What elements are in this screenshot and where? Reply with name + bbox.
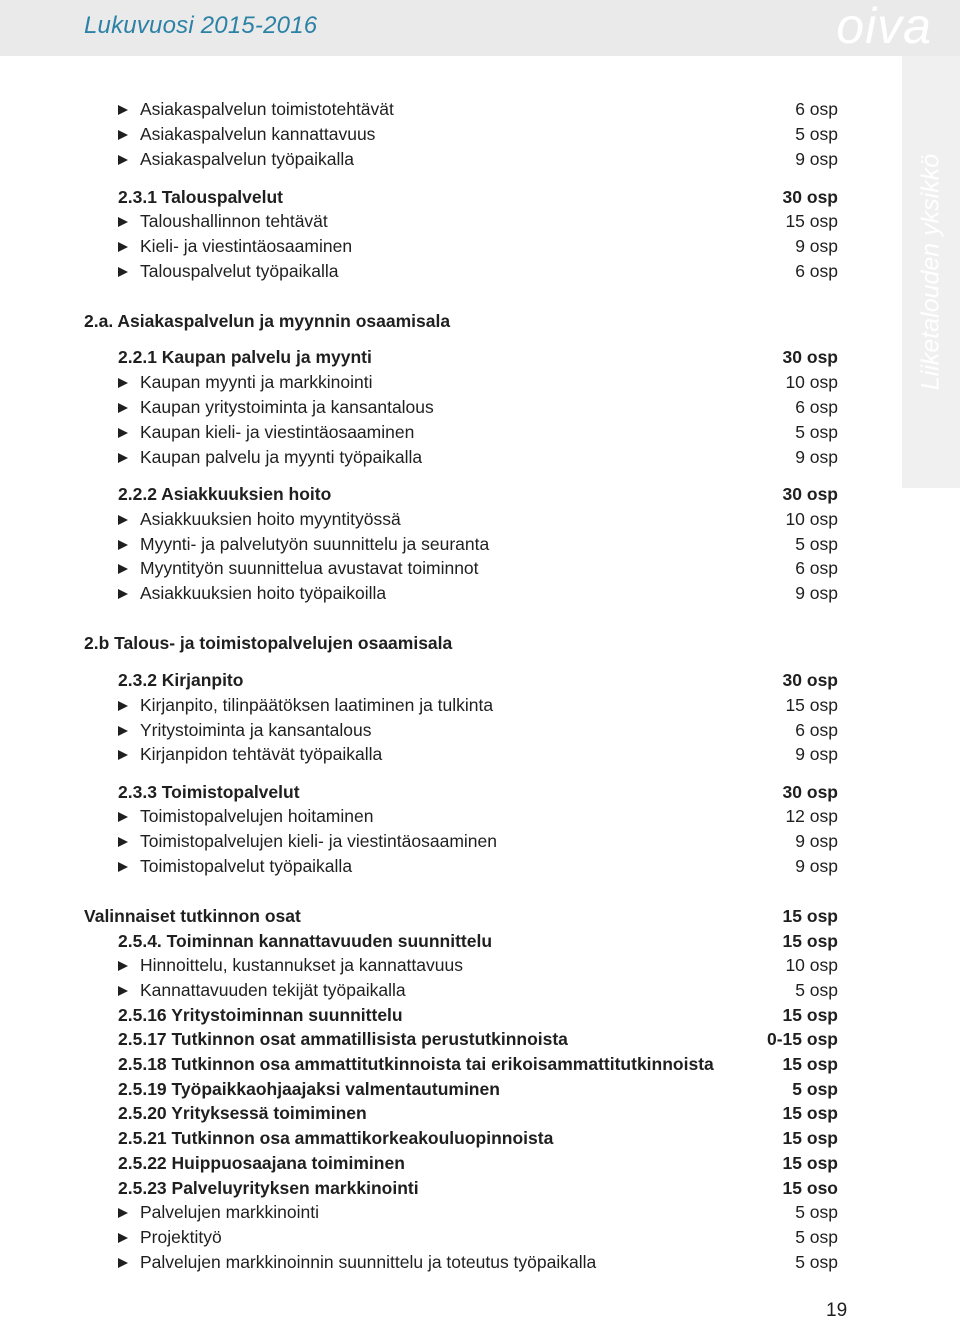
credits-value: 10 osp (785, 509, 838, 529)
course-item (118, 1250, 838, 1274)
bullet-arrow-icon (118, 1233, 128, 1243)
course-item (118, 97, 838, 121)
course-label-text: Taloushallinnon tehtävät (140, 211, 328, 231)
credits-value: 15 osp (782, 1128, 838, 1148)
bullet-arrow-icon (118, 701, 128, 711)
course-label-text: 2.5.23 Palveluyrityksen markkinointi (118, 1178, 419, 1198)
credits-value: 5 osp (795, 534, 838, 554)
course-item (118, 556, 838, 580)
course-label (118, 1151, 405, 1175)
course-label-text: Hinnoittelu, kustannukset ja kannattavuus (140, 955, 463, 975)
course-label-text: Kannattavuuden tekijät työpaikalla (140, 980, 406, 1000)
course-label-text: Asiakkuuksien hoito myyntityössä (140, 509, 401, 529)
course-label (118, 234, 352, 258)
credits-value: 30 osp (782, 782, 838, 802)
credits-value: 30 osp (782, 347, 838, 367)
course-heading (118, 1077, 838, 1101)
bullet-arrow-icon (118, 961, 128, 971)
course-heading (118, 185, 838, 209)
course-label-text: 2.5.17 Tutkinnon osat ammatillisista perustutkinnoista (118, 1029, 568, 1049)
bullet-arrow-icon (118, 726, 128, 736)
credits-value: 15 osp (782, 1005, 838, 1025)
course-label (118, 507, 401, 531)
course-label (118, 581, 386, 605)
course-label (118, 693, 493, 717)
course-label (118, 209, 328, 233)
course-heading (118, 1151, 838, 1175)
bullet-arrow-icon (118, 242, 128, 252)
credits-value: 10 osp (785, 372, 838, 392)
course-label-text: Kaupan yritystoiminta ja kansantalous (140, 397, 434, 417)
course-heading (118, 482, 838, 506)
bullet-arrow-icon (118, 378, 128, 388)
course-item (118, 370, 838, 394)
course-label-text: 2.5.19 Työpaikkaohjaajaksi valmentautuminen (118, 1079, 500, 1099)
credits-value: 15 osp (782, 1153, 838, 1173)
course-heading (118, 780, 838, 804)
course-label (118, 804, 373, 828)
course-label-text: 2.5.18 Tutkinnon osa ammattitutkinnoista tai erikoisammattitutkinnoista (118, 1054, 714, 1074)
course-heading (118, 345, 838, 369)
credits-value: 9 osp (795, 856, 838, 876)
course-item (118, 978, 838, 1002)
credits-value: 30 osp (782, 187, 838, 207)
course-heading (118, 929, 838, 953)
bullet-arrow-icon (118, 403, 128, 413)
school-year: Lukuvuosi 2015-2016 (84, 12, 318, 39)
course-label-text: Myynti- ja palvelutyön suunnittelu ja seuranta (140, 534, 490, 554)
bullet-arrow-icon (118, 564, 128, 574)
section-heading (84, 309, 838, 333)
section-tab-label: Liiketalouden yksikkö (916, 153, 945, 391)
course-label (118, 1225, 222, 1249)
course-label (84, 631, 452, 655)
course-label (118, 929, 492, 953)
course-item (118, 804, 838, 828)
credits-value: 5 osp (792, 1079, 838, 1099)
course-label-text: 2.5.20 Yrityksessä toimiminen (118, 1103, 367, 1123)
credits-value: 15 osp (782, 931, 838, 951)
bullet-arrow-icon (118, 540, 128, 550)
credits-value: 5 osp (795, 980, 838, 1000)
course-label (118, 1052, 714, 1076)
course-label-text: Yritystoiminta ja kansantalous (140, 720, 372, 740)
course-label (118, 742, 382, 766)
bullet-arrow-icon (118, 750, 128, 760)
credits-value: 10 osp (785, 955, 838, 975)
course-item (118, 581, 838, 605)
credits-value: 5 osp (795, 1252, 838, 1272)
bullet-arrow-icon (118, 130, 128, 140)
credits-value: 15 osp (782, 1103, 838, 1123)
course-label (118, 532, 489, 556)
credits-value: 5 osp (795, 1202, 838, 1222)
course-label (118, 1200, 319, 1224)
course-label (118, 445, 422, 469)
course-label-text: Asiakaspalvelun toimistotehtävät (140, 99, 394, 119)
course-item (118, 693, 838, 717)
bullet-arrow-icon (118, 812, 128, 822)
course-item (118, 829, 838, 853)
course-label (118, 97, 394, 121)
credits-value: 9 osp (795, 447, 838, 467)
course-label (118, 1101, 367, 1125)
course-item (118, 122, 838, 146)
course-label (118, 1250, 596, 1274)
course-label-text: 2.3.3 Toimistopalvelut (118, 782, 300, 802)
course-label-text: Kirjanpidon tehtävät työpaikalla (140, 744, 383, 764)
credits-value: 9 osp (795, 744, 838, 764)
course-label-text: Valinnaiset tutkinnon osat (84, 906, 301, 926)
course-label (118, 370, 372, 394)
course-label (118, 482, 331, 506)
course-heading (118, 1027, 838, 1051)
course-item (118, 742, 838, 766)
course-item (118, 1225, 838, 1249)
bullet-arrow-icon (118, 428, 128, 438)
course-label (118, 953, 463, 977)
credits-value: 30 osp (782, 670, 838, 690)
course-label-text: 2.5.21 Tutkinnon osa ammattikorkeakouluopinnoista (118, 1128, 554, 1148)
bullet-arrow-icon (118, 105, 128, 115)
bullet-arrow-icon (118, 155, 128, 165)
course-item (118, 420, 838, 444)
course-label-text: 2.5.4. Toiminnan kannattavuuden suunnittelu (118, 931, 493, 951)
credits-value: 6 osp (795, 99, 838, 119)
credits-value: 15 osp (785, 211, 838, 231)
bullet-arrow-icon (118, 1258, 128, 1268)
course-label-text: Projektityö (140, 1227, 222, 1247)
course-label-text: Asiakaspalvelun kannattavuus (140, 124, 376, 144)
course-label-text: Myyntityön suunnittelua avustavat toiminnot (140, 558, 479, 578)
course-label-text: Toimistopalvelut työpaikalla (140, 856, 353, 876)
credits-value: 6 osp (795, 720, 838, 740)
course-item (118, 507, 838, 531)
course-label-text: Kaupan myynti ja markkinointi (140, 372, 373, 392)
course-label (118, 829, 497, 853)
course-label (84, 904, 301, 928)
credits-value: 9 osp (795, 149, 838, 169)
course-item (118, 395, 838, 419)
course-label-text: Kirjanpito, tilinpäätöksen laatiminen ja tulkinta (140, 695, 494, 715)
course-heading (118, 1101, 838, 1125)
bullet-arrow-icon (118, 217, 128, 227)
bullet-arrow-icon (118, 267, 128, 277)
course-label-text: 2.2.1 Kaupan palvelu ja myynti (118, 347, 372, 367)
course-label-text: 2.3.2 Kirjanpito (118, 670, 244, 690)
course-item (118, 854, 838, 878)
credits-value: 12 osp (785, 806, 838, 826)
course-label-text: Palvelujen markkinoinnin suunnittelu ja toteutus työpaikalla (140, 1252, 597, 1272)
course-label (118, 854, 352, 878)
course-label-text: Talouspalvelut työpaikalla (140, 261, 339, 281)
course-label (118, 1003, 403, 1027)
oiva-logo: oiva (836, 0, 932, 54)
section-heading (84, 631, 838, 655)
course-label-text: 2.b Talous- ja toimistopalvelujen osaamisala (84, 633, 453, 653)
section-heading (84, 904, 838, 928)
course-item (118, 445, 838, 469)
credits-value: 6 osp (795, 558, 838, 578)
course-label (84, 309, 450, 333)
course-label (118, 556, 479, 580)
page-number: 19 (826, 1300, 848, 1318)
course-label (118, 668, 243, 692)
course-label (118, 420, 414, 444)
credits-value: 5 osp (795, 124, 838, 144)
course-label (118, 345, 372, 369)
course-label-text: Kieli- ja viestintäosaaminen (140, 236, 353, 256)
course-label (118, 395, 434, 419)
course-label-text: Asiakkuuksien hoito työpaikoilla (140, 583, 387, 603)
course-label (118, 1027, 568, 1051)
course-item (118, 953, 838, 977)
course-item (118, 209, 838, 233)
course-label-text: 2.5.16 Yritystoiminnan suunnittelu (118, 1005, 403, 1025)
course-label (118, 147, 354, 171)
course-label-text: Kaupan palvelu ja myynti työpaikalla (140, 447, 423, 467)
course-item (118, 234, 838, 258)
bullet-arrow-icon (118, 862, 128, 872)
course-label-text: 2.a. Asiakaspalvelun ja myynnin osaamisala (84, 311, 451, 331)
course-label (118, 780, 300, 804)
course-heading (118, 1126, 838, 1150)
course-item (118, 718, 838, 742)
credits-value: 15 oso (782, 1178, 838, 1198)
course-item (118, 532, 838, 556)
course-item (118, 259, 838, 283)
course-label (118, 1077, 500, 1101)
course-label-text: 2.2.2 Asiakkuuksien hoito (118, 484, 332, 504)
course-label-text: 2.5.22 Huippuosaajana toimiminen (118, 1153, 405, 1173)
credits-value: 6 osp (795, 261, 838, 281)
credits-value: 9 osp (795, 831, 838, 851)
bullet-arrow-icon (118, 453, 128, 463)
bullet-arrow-icon (118, 589, 128, 599)
course-label-text: Toimistopalvelujen hoitaminen (140, 806, 374, 826)
course-label-text: Toimistopalvelujen kieli- ja viestintäosaaminen (140, 831, 497, 851)
course-heading (118, 1176, 838, 1200)
course-label (118, 259, 338, 283)
course-label (118, 122, 375, 146)
course-label-text: Palvelujen markkinointi (140, 1202, 319, 1222)
bullet-arrow-icon (118, 837, 128, 847)
credits-value: 15 osp (785, 695, 838, 715)
course-label (118, 978, 406, 1002)
credits-value: 5 osp (795, 1227, 838, 1247)
course-label (118, 718, 372, 742)
credits-value: 15 osp (782, 906, 838, 926)
course-item (118, 1200, 838, 1224)
bullet-arrow-icon (118, 986, 128, 996)
course-heading (118, 1052, 838, 1076)
credits-value: 15 osp (782, 1054, 838, 1074)
credits-value: 6 osp (795, 397, 838, 417)
bullet-arrow-icon (118, 1208, 128, 1218)
course-label (118, 1176, 419, 1200)
credits-value: 9 osp (795, 583, 838, 603)
course-heading (118, 668, 838, 692)
course-label (118, 1126, 553, 1150)
course-label-text: Kaupan kieli- ja viestintäosaaminen (140, 422, 415, 442)
credits-value: 0-15 osp (767, 1029, 838, 1049)
course-label-text: 2.3.1 Talouspalvelut (118, 187, 284, 207)
course-label (118, 185, 283, 209)
course-item (118, 147, 838, 171)
course-label-text: Asiakaspalvelun työpaikalla (140, 149, 355, 169)
credits-value: 5 osp (795, 422, 838, 442)
bullet-arrow-icon (118, 515, 128, 525)
credits-value: 30 osp (782, 484, 838, 504)
credits-value: 9 osp (795, 236, 838, 256)
course-heading (118, 1003, 838, 1027)
